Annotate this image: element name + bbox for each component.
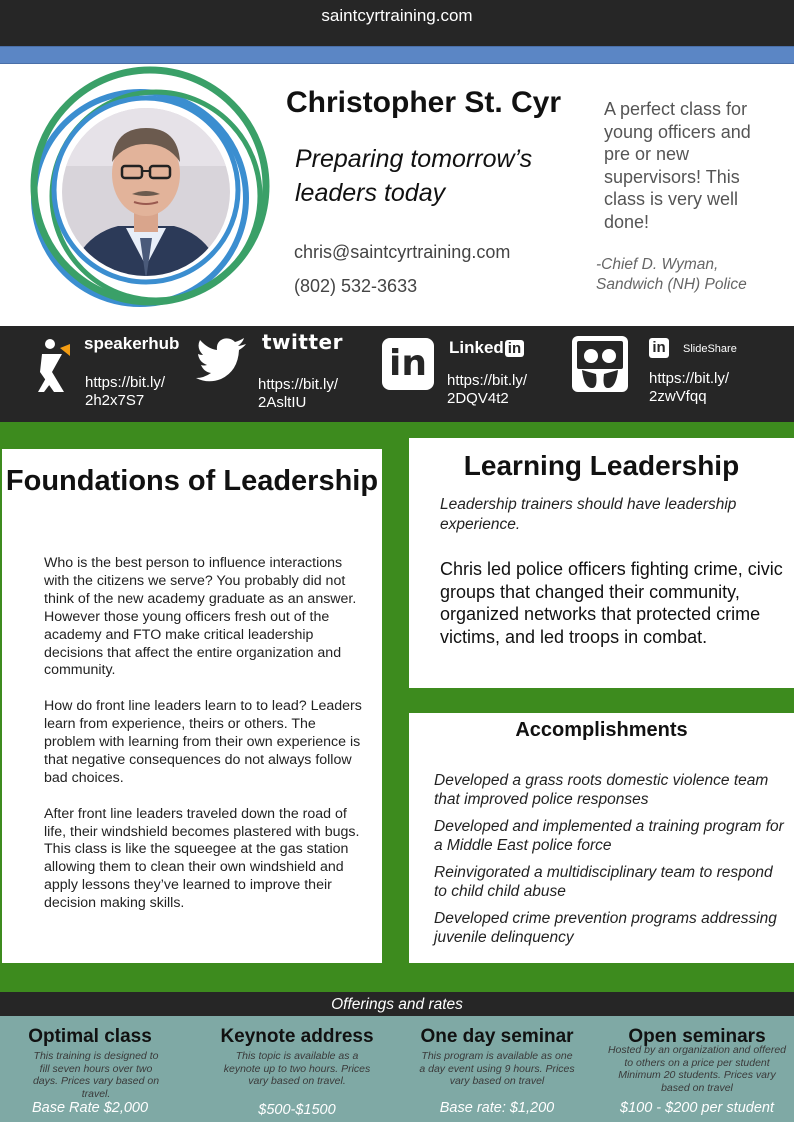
twitter-url[interactable]: [258, 376, 338, 412]
offer-price: $100 - $200 per student: [620, 1100, 774, 1116]
portrait-rings: [18, 66, 274, 318]
offer-description: This program is available as one a day event using 9 hours. Prices vary based on travel: [419, 1050, 575, 1087]
linkedin-icon: in: [382, 338, 434, 390]
speakerhub-icon: [36, 338, 80, 394]
slideshare-url-line1: https://bit.ly/: [649, 370, 730, 387]
twitter-brand: twitter: [262, 330, 343, 354]
offer-name: Open seminars: [628, 1026, 766, 1047]
offer-name: Optimal class: [28, 1026, 152, 1047]
offerings-title: Offerings and rates: [331, 996, 463, 1013]
twitter-url-line1: https://bit.ly/: [258, 376, 339, 393]
speakerhub-url[interactable]: [85, 374, 165, 410]
accomplishment-item: Reinvigorated a multidisciplinary team to respond to child child abuse: [434, 864, 773, 900]
offerings-area: [0, 1016, 794, 1122]
offer-name: Keynote address: [220, 1026, 374, 1047]
offerings-header: [0, 992, 794, 1016]
site-url[interactable]: saintcyrtraining.com: [321, 6, 473, 25]
slideshare-icon: [572, 336, 628, 392]
learning-panel: [409, 438, 794, 688]
accent-strip: [0, 46, 794, 64]
social-twitter[interactable]: [190, 326, 375, 422]
foundations-title: Foundations of Leadership: [5, 465, 379, 497]
foundations-panel: [2, 449, 382, 963]
social-slideshare[interactable]: [565, 326, 794, 422]
linkedin-brand: Linked in: [449, 338, 524, 358]
testimonial-quote: A perfect class for young officers and pre or new supervisors! This class is very well done!: [604, 99, 751, 232]
offer-price: Base rate: $1,200: [439, 1100, 555, 1116]
email-link[interactable]: chris@saintcyrtraining.com: [294, 242, 511, 262]
offer-description: This training is designed to fill seven hours over two days. Prices vary based on travel.: [32, 1050, 160, 1100]
top-bar: [0, 0, 794, 46]
tagline: Preparing tomorrow’s leaders today: [295, 145, 533, 207]
accomplishment-item: Developed and implemented a training program for a Middle East police force: [434, 818, 784, 854]
offer-open-seminars: [602, 1016, 792, 1122]
slideshare-url[interactable]: [649, 370, 729, 406]
offer-price: $500-$1500: [258, 1102, 336, 1118]
linkedin-url-line1: https://bit.ly/: [447, 372, 528, 389]
offer-description: Hosted by an organization and offered to others on a price per student Minimum 20 students. Prices vary based on travel: [607, 1044, 787, 1094]
foundations-body: [44, 555, 362, 931]
social-speakerhub[interactable]: [0, 326, 190, 422]
foundations-paragraph: How do front line leaders learn to to lead? Leaders learn from experience, theirs or others. The problem with learning from their own experience is that negative consequences do not always follow bad choices.: [44, 698, 362, 786]
speakerhub-url-line2: 2h2x7S7: [85, 392, 145, 409]
linkedin-url[interactable]: [447, 372, 527, 408]
phone-number[interactable]: (802) 532-3633: [294, 276, 418, 296]
offer-one-day-seminar: [414, 1016, 580, 1122]
slideshare-linkedin-badge: in: [649, 338, 669, 358]
slideshare-url-line2: 2zwVfqq: [649, 388, 707, 405]
offer-description: This topic is available as a keynote up to two hours. Prices vary based on travel.: [223, 1050, 371, 1087]
learning-title: Learning Leadership: [463, 450, 740, 481]
speakerhub-url-line1: https://bit.ly/: [85, 374, 166, 391]
learning-body: Chris led police officers fighting crime, civic groups that changed their community, organized networks that protected crime victims, and led troops in combat.: [440, 559, 783, 647]
person-name: Christopher St. Cyr: [286, 86, 562, 119]
accomplishment-item: Developed a grass roots domestic violence team that improved police responses: [434, 772, 769, 808]
accomplishments-title: Accomplishments: [515, 719, 688, 741]
social-linkedin[interactable]: [375, 326, 565, 422]
speakerhub-brand: speakerhub: [84, 334, 180, 353]
twitter-url-line2: 2AsltIU: [258, 394, 307, 411]
twitter-bird-icon: [196, 338, 248, 382]
foundations-paragraph: After front line leaders traveled down the road of life, their windshield becomes plastered with bugs. This class is like the squeegee at the gas station allowing them to clean their own windshield and apply lessons they’ve learned to improve their decision making skills.: [44, 805, 360, 912]
linkedin-url-line2: 2DQV4t2: [447, 390, 509, 407]
offer-keynote-address: [214, 1016, 380, 1122]
accomplishments-list: [434, 771, 784, 955]
offer-optimal-class: [8, 1016, 172, 1122]
testimonial-author: -Chief D. Wyman, Sandwich (NH) Police: [596, 256, 747, 293]
accomplishments-panel: [409, 713, 794, 963]
accomplishment-item: Developed crime prevention programs addressing juvenile delinquency: [434, 910, 777, 946]
learning-subtitle: Leadership trainers should have leadership experience.: [440, 496, 737, 533]
offer-name: One day seminar: [420, 1026, 574, 1047]
foundations-paragraph: Who is the best person to influence interactions with the citizens we serve? You probably did not think of the new academy graduate as an answer. However those young officers fresh out of the academy and FTO make critical leadership decisions that affect the entire organization and community.: [44, 555, 357, 679]
social-bar: [0, 326, 794, 422]
offer-price: Base Rate $2,000: [31, 1100, 149, 1116]
slideshare-brand: SlideShare: [683, 343, 737, 355]
